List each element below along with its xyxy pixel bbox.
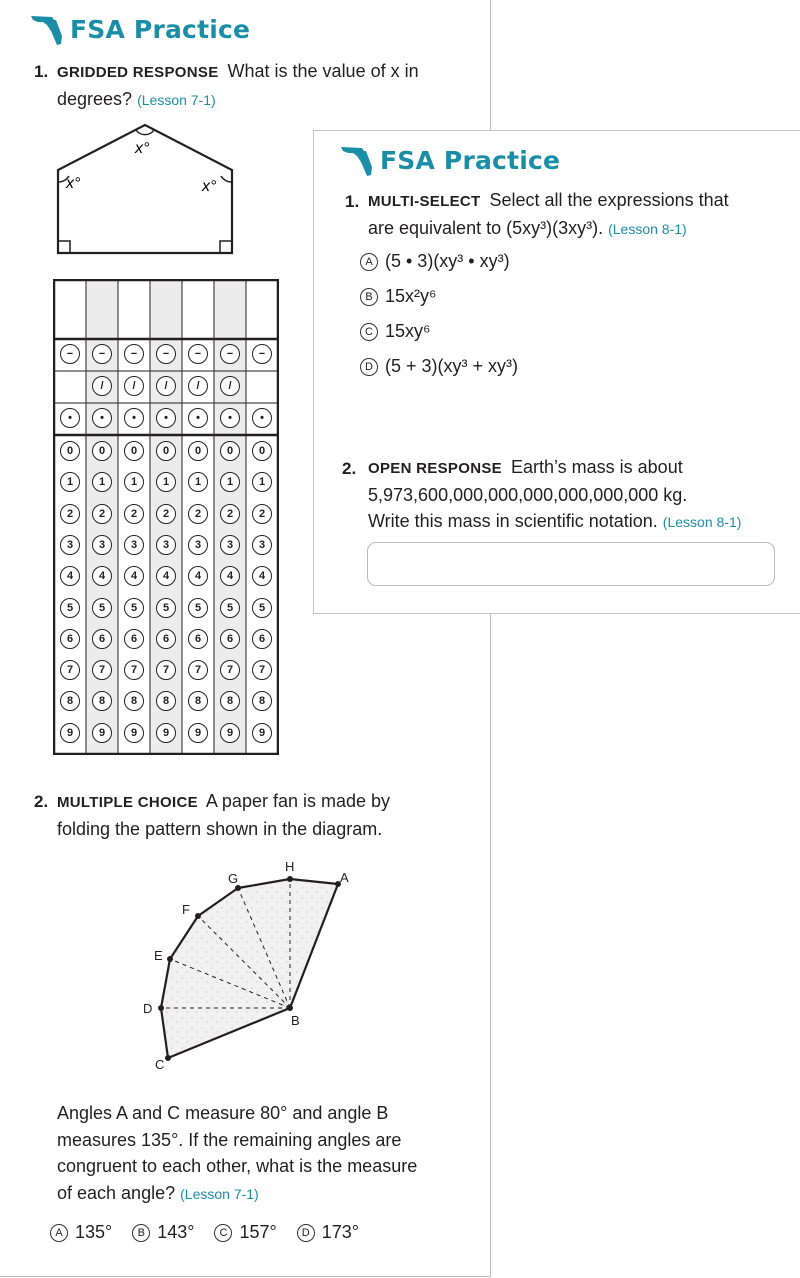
option-c-bubble[interactable]: C [214,1224,232,1242]
slash-bubble[interactable]: / [92,376,112,396]
digit-bubble[interactable]: 0 [92,441,112,461]
digit-bubble[interactable]: 4 [60,566,80,586]
digit-bubble[interactable]: 0 [220,441,240,461]
label-d: D [143,1001,153,1016]
digit-bubble[interactable]: 6 [252,629,272,649]
digit-bubble[interactable]: 8 [220,691,240,711]
digit-bubble[interactable]: 5 [124,598,144,618]
digit-bubble[interactable]: 6 [92,629,112,649]
label-a: A [340,870,349,885]
digit-bubble[interactable]: 6 [220,629,240,649]
left-q1-number: 1. [34,62,49,81]
option-b-text: 143° [157,1222,195,1242]
digit-bubble[interactable]: 4 [220,566,240,586]
digit-bubble[interactable]: 8 [252,691,272,711]
digit-bubble[interactable]: 1 [92,472,112,492]
digit-bubble[interactable]: 7 [252,660,272,680]
digit-bubble[interactable]: 4 [124,566,144,586]
digit-bubble[interactable]: 4 [188,566,208,586]
left-q2-line2: folding the pattern shown in the diagram. [57,819,383,839]
digit-bubble[interactable]: 2 [156,504,176,524]
decimal-bubble[interactable]: • [188,408,208,428]
decimal-bubble[interactable]: • [60,408,80,428]
digit-bubble[interactable]: 5 [252,598,272,618]
slash-bubble[interactable]: / [124,376,144,396]
option-b-bubble[interactable]: B [360,288,378,306]
minus-bubble[interactable]: − [188,344,208,364]
digit-bubble[interactable]: 6 [60,629,80,649]
right-q2-line3: Write this mass in scientific notation. [368,511,658,531]
digit-bubble[interactable]: 2 [220,504,240,524]
slash-bubble[interactable]: / [188,376,208,396]
label-b: B [291,1013,300,1028]
left-q1-line1: What is the value of x in [227,61,419,81]
decimal-bubble[interactable]: • [252,408,272,428]
right-q2-line1: Earth’s mass is about [510,457,683,477]
label-e: E [154,948,163,963]
digit-bubble[interactable]: 9 [188,723,208,743]
left-q2-lesson: (Lesson 7-1) [180,1185,259,1202]
minus-bubble[interactable]: − [124,344,144,364]
minus-bubble[interactable]: − [252,344,272,364]
digit-bubble[interactable]: 6 [124,629,144,649]
left-q2-option-b[interactable] [132,1222,194,1243]
digit-bubble[interactable]: 6 [188,629,208,649]
right-q1-line2: are equivalent to (5xy³)(3xy³). [368,218,604,238]
digit-bubble[interactable]: 1 [156,472,176,492]
digit-bubble[interactable]: 3 [124,535,144,555]
digit-bubble[interactable]: 4 [252,566,272,586]
gridded-response-grid[interactable] [53,279,279,755]
digit-bubble[interactable]: 0 [124,441,144,461]
decimal-bubble[interactable]: • [156,408,176,428]
digit-bubble[interactable]: 9 [220,723,240,743]
digit-bubble[interactable]: 5 [92,598,112,618]
digit-bubble[interactable]: 9 [124,723,144,743]
digit-bubble[interactable]: 3 [60,535,80,555]
left-q2-para4: of each angle? [57,1182,176,1203]
digit-bubble[interactable]: 5 [156,598,176,618]
left-q2-option-c[interactable] [214,1222,276,1243]
left-q1-lesson: (Lesson 7-1) [137,92,216,108]
option-c-text: 157° [239,1222,277,1242]
digit-bubble[interactable]: 9 [156,723,176,743]
digit-bubble[interactable]: 8 [156,691,176,711]
digit-bubble[interactable]: 5 [220,598,240,618]
left-q2-keyword: MULTIPLE CHOICE [57,794,198,811]
left-q2-option-a[interactable] [50,1222,112,1243]
digit-bubble[interactable]: 1 [252,472,272,492]
minus-bubble[interactable]: − [220,344,240,364]
right-header [340,143,560,177]
digit-bubble[interactable]: 5 [60,598,80,618]
decimal-bubble[interactable]: • [92,408,112,428]
option-d-text: 173° [321,1222,359,1242]
digit-bubble[interactable]: 7 [220,660,240,680]
left-q2-paragraph [57,1100,417,1207]
right-q1-option-a[interactable] [360,251,510,272]
right-q1-option-c[interactable] [360,321,430,342]
digit-bubble[interactable]: 2 [124,504,144,524]
left-q2-option-d[interactable] [297,1222,359,1243]
option-c-bubble[interactable]: C [360,323,378,341]
right-q2-line2: 5,973,600,000,000,000,000,000,000 kg. [368,485,688,505]
digit-bubble[interactable]: 0 [252,441,272,461]
digit-bubble[interactable]: 1 [124,472,144,492]
option-b-text: 15x²y⁶ [385,286,437,306]
option-a-text: (5 • 3)(xy³ • xy³) [385,251,510,271]
digit-bubble[interactable]: 2 [60,504,80,524]
right-q1-option-b[interactable] [360,286,436,307]
right-q1-option-d[interactable] [360,356,518,377]
label-f: F [182,902,190,917]
right-header-title: FSA Practice [380,145,561,175]
digit-bubble[interactable]: 4 [156,566,176,586]
answer-input-box[interactable] [367,542,775,586]
left-q2-para3: congruent to each other, what is the measure [57,1156,418,1176]
minus-bubble[interactable]: − [156,344,176,364]
digit-bubble[interactable]: 7 [124,660,144,680]
digit-bubble[interactable]: 7 [60,660,80,680]
decimal-bubble[interactable]: • [220,408,240,428]
option-d-text: (5 + 3)(xy³ + xy³) [385,356,519,376]
option-d-bubble[interactable]: D [360,358,378,376]
right-q2-number: 2. [342,459,357,478]
digit-bubble[interactable]: 3 [188,535,208,555]
label-c: C [155,1057,165,1072]
digit-bubble[interactable]: 8 [92,691,112,711]
digit-bubble[interactable]: 5 [188,598,208,618]
digit-bubble[interactable]: 2 [92,504,112,524]
option-a-bubble[interactable]: A [360,253,378,271]
left-header [30,12,250,46]
digit-bubble[interactable]: 9 [92,723,112,743]
label-g: G [228,871,239,886]
fan-diagram [140,855,370,1075]
digit-bubble[interactable]: 7 [92,660,112,680]
slash-bubble[interactable]: / [220,376,240,396]
left-q2-line1: A paper fan is made by [205,791,391,811]
right-q1-line1: Select all the expressions that [489,190,729,210]
digit-bubble[interactable]: 1 [60,472,80,492]
left-q1-text [57,58,419,114]
digit-bubble[interactable]: 3 [92,535,112,555]
angle-label-top: x° [135,140,150,157]
left-q2-options [50,1222,379,1243]
digit-bubble[interactable]: 8 [124,691,144,711]
right-q1-keyword: MULTI-SELECT [368,193,481,210]
digit-bubble[interactable]: 9 [60,723,80,743]
option-b-bubble[interactable]: B [132,1224,150,1242]
digit-bubble[interactable]: 1 [220,472,240,492]
digit-bubble[interactable]: 6 [156,629,176,649]
digit-bubble[interactable]: 0 [60,441,80,461]
right-q2-lesson: (Lesson 8-1) [662,514,742,530]
left-q2-text [57,788,390,843]
digit-bubble[interactable]: 3 [220,535,240,555]
left-header-title: FSA Practice [70,14,251,44]
digit-bubble[interactable]: 9 [252,723,272,743]
digit-bubble[interactable]: 8 [60,691,80,711]
digit-bubble[interactable]: 0 [188,441,208,461]
digit-bubble[interactable]: 3 [252,535,272,555]
digit-bubble[interactable]: 4 [92,566,112,586]
digit-bubble[interactable]: 7 [156,660,176,680]
angle-label-left: x° [66,175,81,192]
digit-bubble[interactable]: 8 [188,691,208,711]
decimal-bubble[interactable]: • [124,408,144,428]
digit-bubble[interactable]: 2 [252,504,272,524]
left-q2-number: 2. [34,792,49,811]
digit-bubble[interactable]: 7 [188,660,208,680]
florida-logo-icon [30,12,66,46]
option-a-text: 135° [75,1222,113,1242]
digit-bubble[interactable]: 1 [188,472,208,492]
option-a-bubble[interactable]: A [50,1224,68,1242]
left-q2-para1: Angles A and C measure 80° and angle B [57,1103,389,1123]
minus-bubble[interactable]: − [92,344,112,364]
slash-bubble[interactable]: / [156,376,176,396]
digit-bubble[interactable]: 0 [156,441,176,461]
left-q1-line2: degrees? [57,89,133,109]
right-q2-text [368,454,741,535]
florida-logo-icon [340,143,376,177]
digit-bubble[interactable]: 3 [156,535,176,555]
minus-bubble[interactable]: − [60,344,80,364]
pentagon-figure [50,118,250,258]
left-q1-keyword: GRIDDED RESPONSE [57,64,219,81]
right-q1-number: 1. [345,192,360,211]
label-h: H [285,859,295,874]
option-d-bubble[interactable]: D [297,1224,315,1242]
left-q2-para2: measures 135°. If the remaining angles are [57,1129,402,1150]
digit-bubble[interactable]: 2 [188,504,208,524]
right-q2-keyword: OPEN RESPONSE [368,460,502,477]
right-q1-lesson: (Lesson 8-1) [608,221,687,237]
option-c-text: 15xy⁶ [385,321,431,341]
right-q1-text [368,187,729,243]
angle-label-right: x° [202,178,217,195]
